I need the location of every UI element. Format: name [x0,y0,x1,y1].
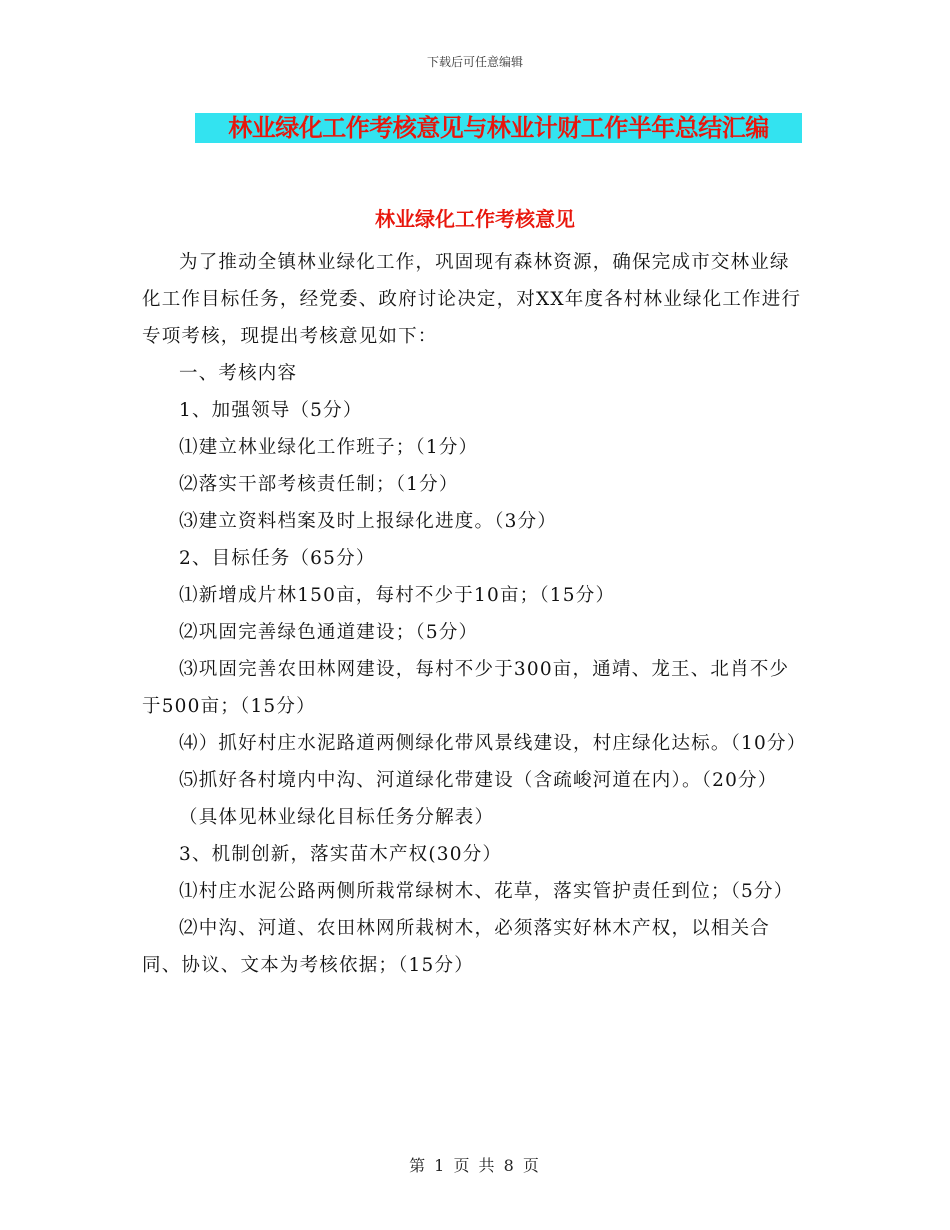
list-item: ⑶建立资料档案及时上报绿化进度。（3分） [179,511,558,532]
document-body [142,244,807,984]
section-heading: 一、考核内容 [179,363,298,384]
list-item: ⑴村庄水泥公路两侧所栽常绿树木、花草，落实管护责任到位；（5分） [179,881,794,902]
list-item: ⑶巩固完善农田林网建设，每村不少于300亩，通靖、龙王、北肖不少于500亩；（15分） [142,659,790,717]
list-item: ⑴建立林业绿化工作班子；（1分） [179,437,479,458]
list-item: ⑵落实干部考核责任制；（1分） [179,474,459,495]
page-number-footer: 第 1 页 共 8 页 [409,1156,541,1175]
item-heading: 2、目标任务（65分） [179,548,376,569]
item-heading: 1、加强领导（5分） [179,400,363,421]
list-item: ⑴新增成片林150亩，每村不少于10亩；（15分） [179,585,616,606]
main-title: 林业绿化工作考核意见与林业计财工作半年总结汇编 [195,113,802,143]
header-note: 下载后可任意编辑 [426,55,523,69]
section-title: 林业绿化工作考核意见 [375,207,575,231]
note-paragraph: （具体见林业绿化目标任务分解表） [179,807,495,828]
item-heading: 3、机制创新，落实苗木产权(30分） [179,844,503,865]
list-item: ⑸抓好各村境内中沟、河道绿化带建设（含疏峻河道在内）。（20分） [179,770,778,791]
list-item: ⑵巩固完善绿色通道建设；（5分） [179,622,479,643]
list-item: ⑵中沟、河道、农田林网所栽树木，必须落实好林木产权，以相关合同、协议、文本为考核依据；（15分） [142,918,771,976]
list-item: ⑷）抓好村庄水泥路道两侧绿化带风景线建设，村庄绿化达标。（10分） [179,733,807,754]
intro-paragraph: 为了推动全镇林业绿化工作，巩固现有森林资源，确保完成市交林业绿化工作目标任务，经党委、政府讨论决定，对XX年度各村林业绿化工作进行专项考核，现提出考核意见如下： [142,252,802,347]
